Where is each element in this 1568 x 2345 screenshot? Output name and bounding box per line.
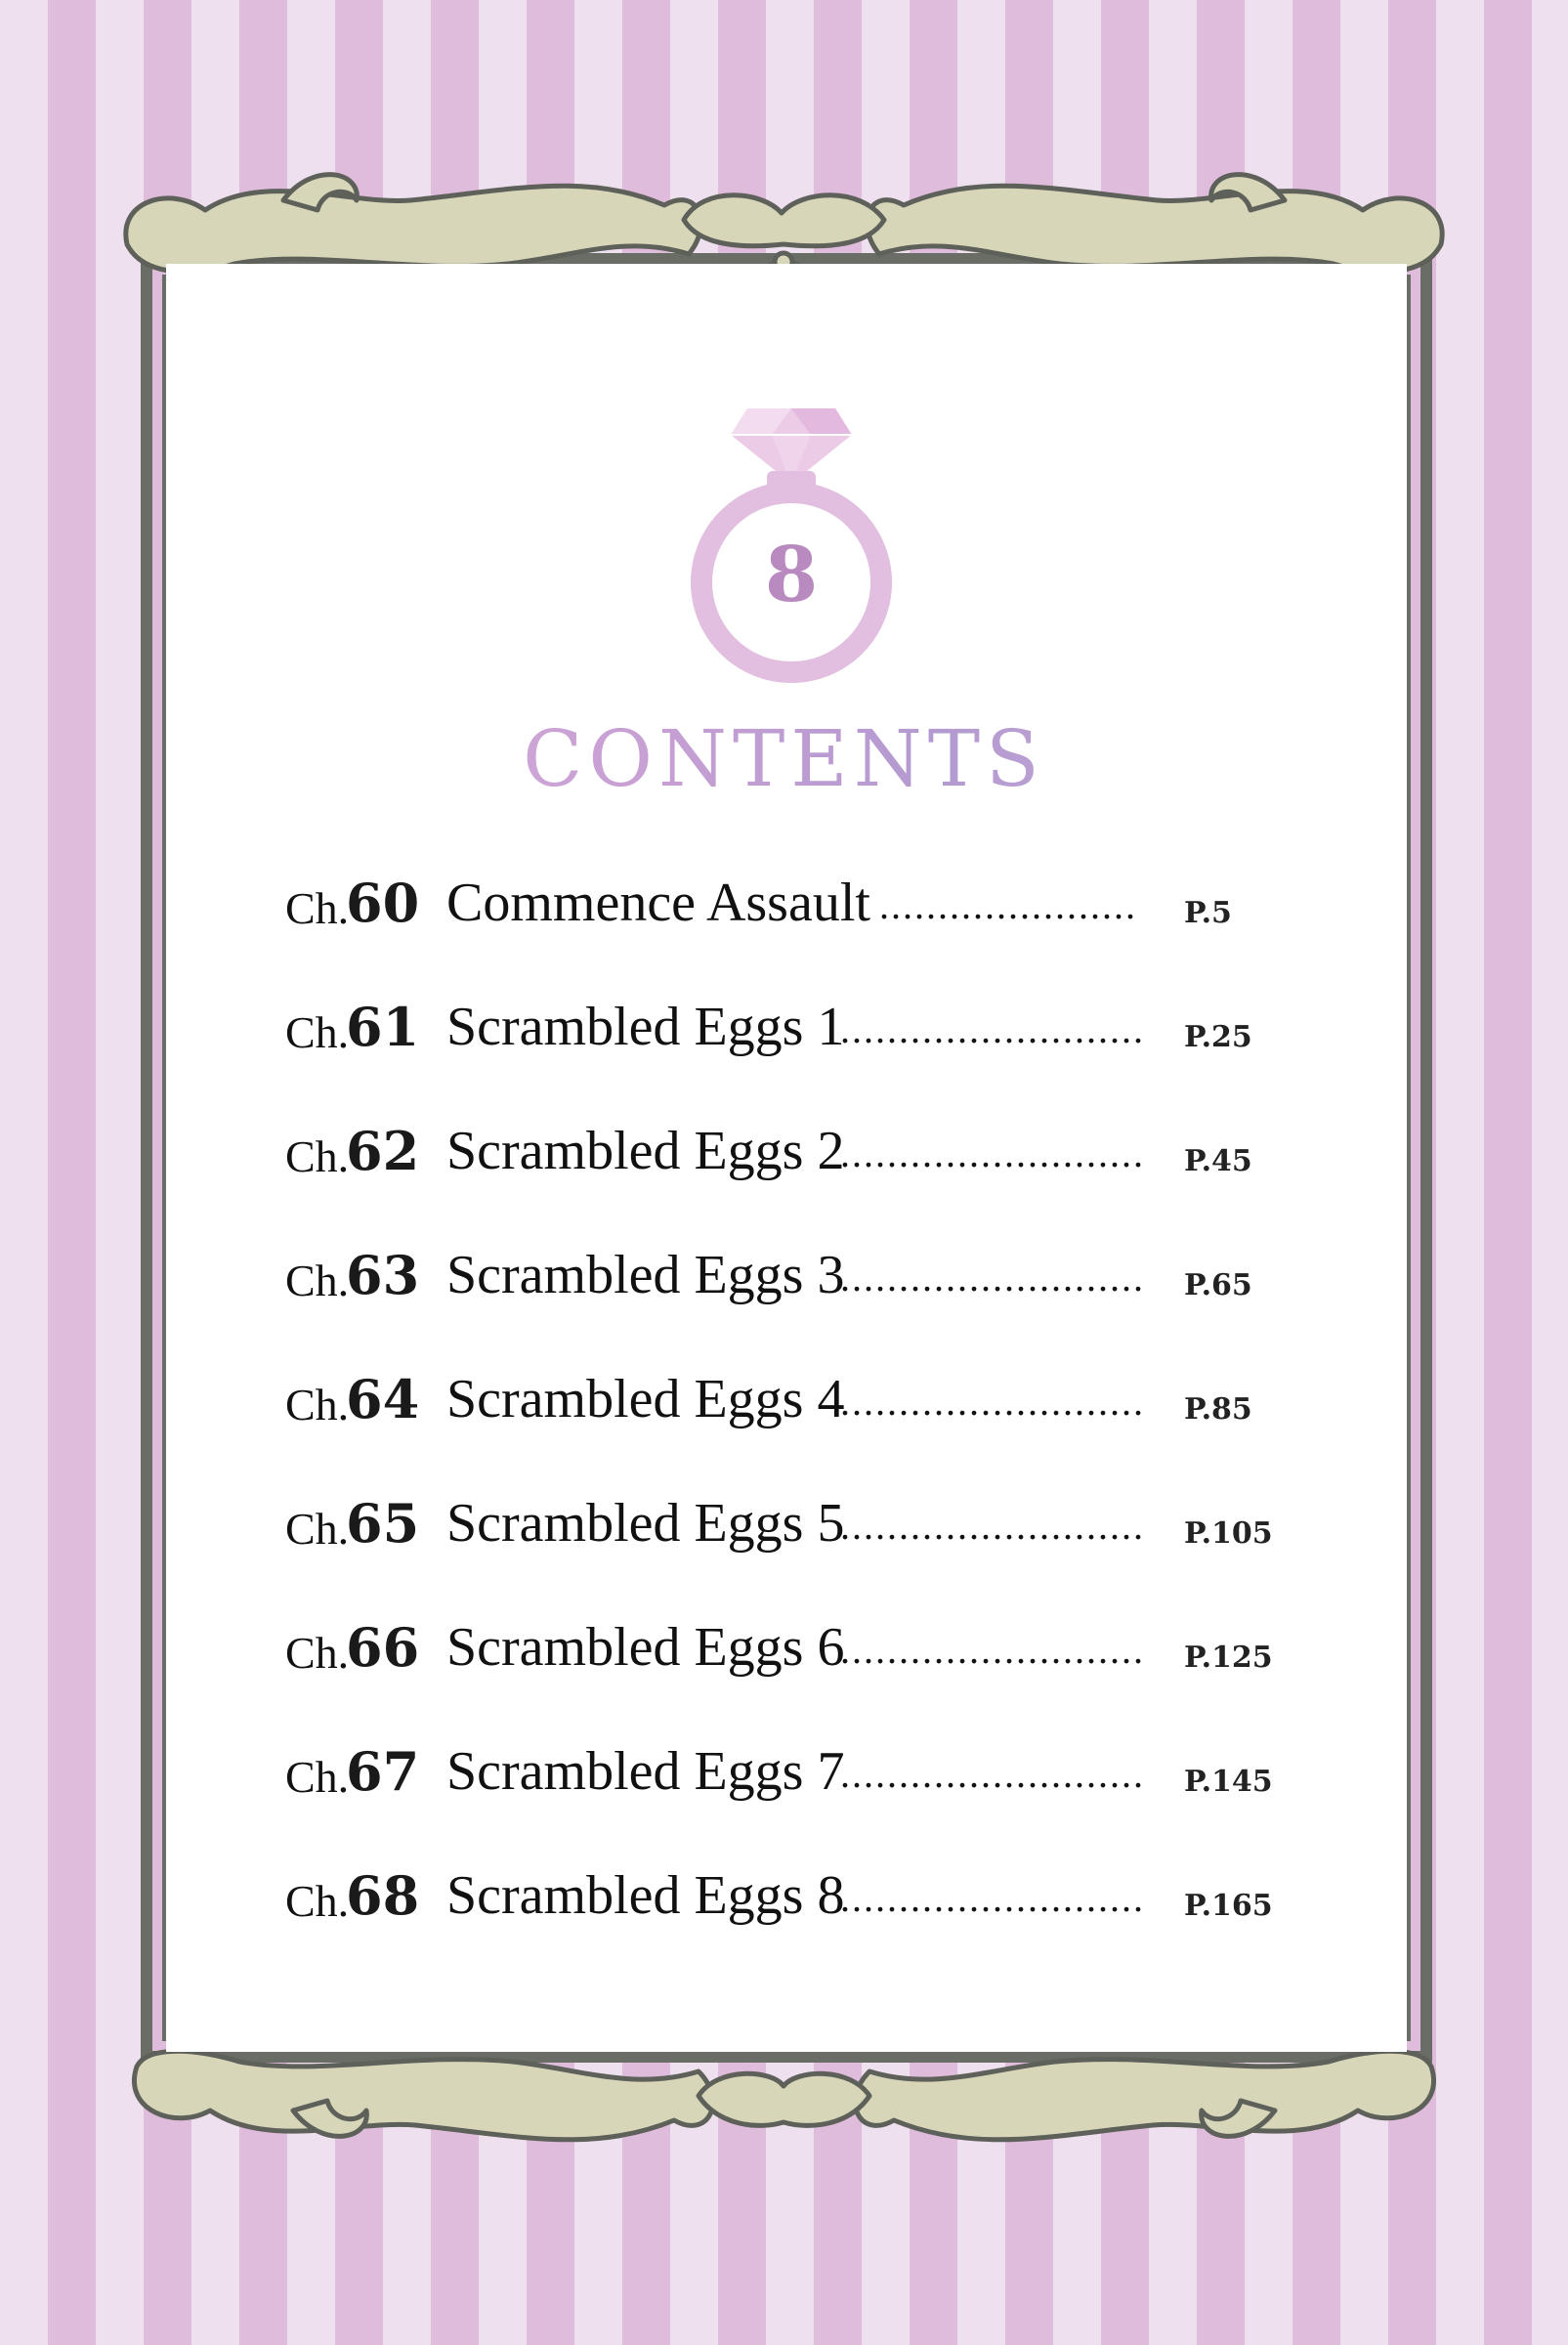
chapter-page: P.5 [1184,896,1232,930]
volume-badge [674,391,909,694]
chapter-title: Scrambled Eggs 3 [446,1245,845,1305]
toc-row [285,1108,1311,1206]
toc-row [285,1728,1311,1826]
chapter-title: Scrambled Eggs 5 [446,1493,845,1554]
chapter-page: P.165 [1184,1889,1273,1923]
dot-leader: .......................... [840,1504,1145,1548]
chapter-prefix: Ch. [285,1628,350,1678]
chapter-page: P.105 [1184,1516,1273,1551]
chapter-page: P.145 [1184,1765,1273,1799]
contents-heading: CONTENTS [0,713,1568,804]
dot-leader: .......................... [840,1256,1145,1300]
chapter-prefix: Ch. [285,1007,350,1057]
chapter-page: P.125 [1184,1641,1273,1675]
chapter-title: Scrambled Eggs 2 [446,1121,845,1181]
chapter-number: 65 [346,1492,420,1555]
chapter-number: 61 [346,996,420,1058]
chapter-number: 64 [346,1368,420,1430]
dot-leader: .......................... [840,1007,1145,1051]
toc-row [285,1356,1311,1454]
chapter-title: Scrambled Eggs 4 [446,1369,845,1429]
chapter-prefix: Ch. [285,1256,350,1305]
chapter-title: Commence Assault [446,873,870,933]
chapter-title: Scrambled Eggs 6 [446,1617,845,1678]
toc-row [285,1232,1311,1330]
toc-row [285,984,1311,1082]
chapter-page: P.65 [1184,1268,1252,1302]
chapter-title: Scrambled Eggs 1 [446,997,845,1057]
toc-row [285,1480,1311,1578]
chapter-number: 68 [346,1864,420,1927]
dot-leader: ...................... [879,883,1137,927]
dot-leader: .......................... [840,1628,1145,1672]
dot-leader: .......................... [840,1876,1145,1920]
volume-number: 8 [764,531,819,619]
chapter-number: 67 [346,1740,420,1803]
chapter-page: P.25 [1184,1020,1252,1054]
dot-leader: .......................... [840,1380,1145,1424]
dot-leader: .......................... [840,1752,1145,1796]
chapter-prefix: Ch. [285,1380,350,1429]
chapter-number: 63 [346,1244,420,1306]
toc-row [285,1604,1311,1702]
chapter-page: P.85 [1184,1392,1252,1427]
chapter-prefix: Ch. [285,883,350,933]
chapter-title: Scrambled Eggs 7 [446,1741,845,1802]
chapter-prefix: Ch. [285,1876,350,1926]
chapter-prefix: Ch. [285,1131,350,1181]
bottom-scroll-ornament [134,2051,1433,2140]
chapter-prefix: Ch. [285,1752,350,1802]
chapter-number: 62 [346,1120,420,1182]
chapter-number: 60 [346,872,420,934]
chapter-page: P.45 [1184,1144,1252,1178]
toc-row [285,1853,1311,1950]
chapter-number: 66 [346,1616,420,1679]
chapter-prefix: Ch. [285,1504,350,1554]
toc-row [285,860,1311,958]
chapter-title: Scrambled Eggs 8 [446,1865,845,1926]
dot-leader: .......................... [840,1131,1145,1175]
